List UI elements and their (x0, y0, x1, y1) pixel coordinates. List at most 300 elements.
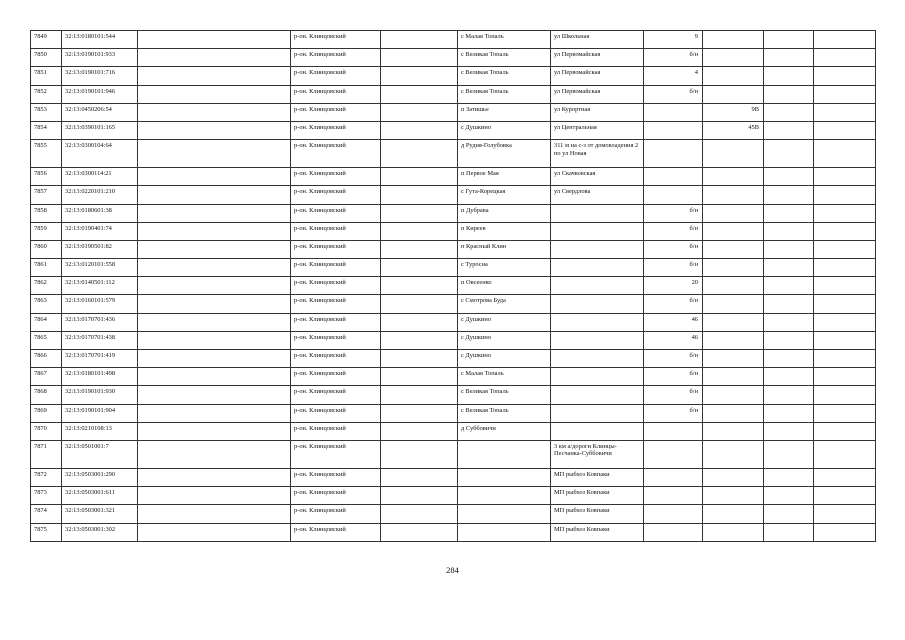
cell-cad: 32:13:0190101:930 (62, 386, 138, 404)
cell-district: р-он. Клинцовский (291, 331, 381, 349)
cell-cad: 32:13:0190101:946 (62, 85, 138, 103)
cell-empty (381, 368, 458, 386)
cell-house: 46 (644, 313, 703, 331)
table-row (31, 67, 876, 85)
cell-district: р-он. Клинцовский (291, 277, 381, 295)
cell-house: 4 (644, 67, 703, 85)
cell-house: б/н (644, 404, 703, 422)
cell-empty (381, 523, 458, 541)
cell-district: р-он. Клинцовский (291, 487, 381, 505)
cell-district: р-он. Клинцовский (291, 350, 381, 368)
cell-district: р-он. Клинцовский (291, 67, 381, 85)
cell-empty (764, 277, 814, 295)
cell-id: 7870 (31, 422, 62, 440)
cell-settlement: п Затишье (458, 103, 551, 121)
cell-street (551, 386, 644, 404)
table-row (31, 103, 876, 121)
cell-street (551, 259, 644, 277)
cell-house2 (703, 440, 764, 468)
cell-empty (764, 204, 814, 222)
cell-street (551, 350, 644, 368)
cell-settlement: с Великая Топаль (458, 386, 551, 404)
cell-district: р-он. Клинцовский (291, 168, 381, 186)
cell-house2 (703, 386, 764, 404)
cell-empty (814, 204, 876, 222)
cell-house2 (703, 168, 764, 186)
cell-street: 3 км а/дороги Клинцы-Песчанка-Суббовичи (551, 440, 644, 468)
cell-street (551, 368, 644, 386)
cell-empty (381, 295, 458, 313)
cell-house (644, 440, 703, 468)
cell-street: МП рыбхоз Ковпаки (551, 523, 644, 541)
cell-empty (764, 422, 814, 440)
cell-district: р-он. Клинцовский (291, 422, 381, 440)
cell-cad: 32:13:0160101:579 (62, 295, 138, 313)
cell-street (551, 277, 644, 295)
cell-id: 7850 (31, 49, 62, 67)
cell-house (644, 140, 703, 168)
table-row (31, 386, 876, 404)
cell-empty (138, 240, 291, 258)
cell-cad: 32:13:0170701:419 (62, 350, 138, 368)
cell-street: ул Свердлова (551, 186, 644, 204)
cell-id: 7854 (31, 121, 62, 139)
cell-id: 7871 (31, 440, 62, 468)
cell-house (644, 103, 703, 121)
cell-empty (381, 140, 458, 168)
cell-empty (814, 103, 876, 121)
cell-empty (814, 487, 876, 505)
cell-cad: 32:13:0450206:54 (62, 103, 138, 121)
cell-empty (138, 222, 291, 240)
table-row (31, 222, 876, 240)
cell-settlement: с Великая Топаль (458, 404, 551, 422)
cell-house: 20 (644, 277, 703, 295)
registry-table-sheet (30, 30, 875, 542)
cell-empty (381, 85, 458, 103)
cell-district: р-он. Клинцовский (291, 140, 381, 168)
cell-settlement (458, 505, 551, 523)
cell-house: б/н (644, 259, 703, 277)
cell-settlement: п Первое Мая (458, 168, 551, 186)
cell-settlement: д Суббовичи (458, 422, 551, 440)
cell-house: б/н (644, 368, 703, 386)
cell-id: 7851 (31, 67, 62, 85)
cell-empty (814, 505, 876, 523)
cell-empty (814, 259, 876, 277)
cell-street (551, 222, 644, 240)
cell-cad: 32:13:0190101:716 (62, 67, 138, 85)
cell-empty (138, 386, 291, 404)
cell-empty (138, 523, 291, 541)
cell-district: р-он. Клинцовский (291, 222, 381, 240)
cell-house2: 9В (703, 103, 764, 121)
cell-empty (764, 121, 814, 139)
cell-district: р-он. Клинцовский (291, 468, 381, 486)
table-row (31, 523, 876, 541)
cell-house (644, 422, 703, 440)
cell-empty (381, 331, 458, 349)
cell-street (551, 313, 644, 331)
cell-house (644, 505, 703, 523)
cell-empty (381, 204, 458, 222)
cell-cad: 32:13:0140501:112 (62, 277, 138, 295)
cell-empty (138, 422, 291, 440)
cell-district: р-он. Клинцовский (291, 186, 381, 204)
cell-empty (381, 440, 458, 468)
cell-empty (764, 331, 814, 349)
registry-table (30, 30, 876, 542)
cell-settlement: с Великая Топаль (458, 49, 551, 67)
cell-street: ул Скачковская (551, 168, 644, 186)
cell-street (551, 422, 644, 440)
cell-id: 7856 (31, 168, 62, 186)
cell-district: р-он. Клинцовский (291, 440, 381, 468)
cell-empty (381, 103, 458, 121)
cell-id: 7869 (31, 404, 62, 422)
cell-district: р-он. Клинцовский (291, 31, 381, 49)
cell-id: 7852 (31, 85, 62, 103)
cell-empty (381, 168, 458, 186)
cell-empty (138, 140, 291, 168)
cell-settlement (458, 523, 551, 541)
cell-empty (814, 422, 876, 440)
cell-empty (764, 31, 814, 49)
cell-empty (764, 295, 814, 313)
cell-cad: 32:13:0190101:933 (62, 49, 138, 67)
cell-empty (381, 259, 458, 277)
cell-id: 7863 (31, 295, 62, 313)
cell-settlement: п Киреев (458, 222, 551, 240)
cell-empty (381, 404, 458, 422)
cell-cad: 32:13:0501001:7 (62, 440, 138, 468)
table-row (31, 404, 876, 422)
cell-empty (814, 31, 876, 49)
cell-empty (381, 487, 458, 505)
cell-empty (814, 331, 876, 349)
cell-street: МП рыбхоз Ковпаки (551, 468, 644, 486)
cell-settlement (458, 468, 551, 486)
cell-empty (814, 468, 876, 486)
cell-empty (764, 386, 814, 404)
cell-empty (381, 67, 458, 85)
cell-district: р-он. Клинцовский (291, 49, 381, 67)
cell-house2 (703, 204, 764, 222)
cell-street: ул Первомайская (551, 49, 644, 67)
cell-settlement: п Дубрава (458, 204, 551, 222)
cell-district: р-он. Клинцовский (291, 204, 381, 222)
cell-id: 7873 (31, 487, 62, 505)
cell-empty (138, 204, 291, 222)
cell-empty (764, 368, 814, 386)
cell-empty (138, 259, 291, 277)
cell-cad: 32:13:0190101:904 (62, 404, 138, 422)
cell-id: 7862 (31, 277, 62, 295)
cell-house2 (703, 67, 764, 85)
cell-street (551, 240, 644, 258)
cell-district: р-он. Клинцовский (291, 121, 381, 139)
cell-empty (381, 386, 458, 404)
cell-empty (814, 295, 876, 313)
cell-settlement: с Гута-Корецкая (458, 186, 551, 204)
cell-empty (764, 505, 814, 523)
cell-empty (764, 487, 814, 505)
cell-house: б/н (644, 350, 703, 368)
cell-id: 7868 (31, 386, 62, 404)
cell-empty (381, 31, 458, 49)
table-row (31, 186, 876, 204)
table-row (31, 49, 876, 67)
cell-house2 (703, 487, 764, 505)
cell-cad: 32:13:0170701:438 (62, 331, 138, 349)
cell-empty (814, 140, 876, 168)
cell-id: 7867 (31, 368, 62, 386)
cell-empty (381, 422, 458, 440)
cell-empty (381, 277, 458, 295)
cell-empty (764, 468, 814, 486)
cell-empty (814, 222, 876, 240)
cell-district: р-он. Клинцовский (291, 386, 381, 404)
cell-street: ул Первомайская (551, 67, 644, 85)
cell-house: 9 (644, 31, 703, 49)
table-row (31, 277, 876, 295)
cell-house2 (703, 277, 764, 295)
cell-street: ул Курортная (551, 103, 644, 121)
table-row (31, 350, 876, 368)
cell-street: ул Первомайская (551, 85, 644, 103)
cell-house: б/н (644, 85, 703, 103)
cell-house2 (703, 140, 764, 168)
cell-empty (814, 386, 876, 404)
cell-empty (814, 404, 876, 422)
cell-district: р-он. Клинцовский (291, 313, 381, 331)
cell-id: 7858 (31, 204, 62, 222)
cell-cad: 32:13:0220101:210 (62, 186, 138, 204)
cell-settlement: с Великая Топаль (458, 85, 551, 103)
cell-cad: 32:13:0300114:21 (62, 168, 138, 186)
cell-settlement: с Душкино (458, 313, 551, 331)
cell-cad: 32:13:0210108:13 (62, 422, 138, 440)
cell-house2 (703, 368, 764, 386)
cell-empty (138, 487, 291, 505)
cell-district: р-он. Клинцовский (291, 404, 381, 422)
cell-id: 7853 (31, 103, 62, 121)
cell-house (644, 487, 703, 505)
cell-empty (764, 103, 814, 121)
cell-empty (381, 121, 458, 139)
cell-house2 (703, 259, 764, 277)
cell-house2 (703, 422, 764, 440)
cell-id: 7864 (31, 313, 62, 331)
cell-district: р-он. Клинцовский (291, 505, 381, 523)
table-row (31, 31, 876, 49)
table-row (31, 295, 876, 313)
cell-empty (764, 186, 814, 204)
cell-empty (764, 222, 814, 240)
cell-empty (138, 440, 291, 468)
cell-empty (764, 240, 814, 258)
cell-settlement: с Туросна (458, 259, 551, 277)
cell-settlement: с Душкино (458, 331, 551, 349)
cell-id: 7872 (31, 468, 62, 486)
cell-house (644, 168, 703, 186)
cell-cad: 32:13:0120101:558 (62, 259, 138, 277)
cell-empty (138, 468, 291, 486)
cell-street (551, 295, 644, 313)
cell-district: р-он. Клинцовский (291, 523, 381, 541)
cell-empty (381, 505, 458, 523)
cell-empty (381, 240, 458, 258)
cell-empty (138, 103, 291, 121)
cell-empty (814, 121, 876, 139)
cell-empty (138, 85, 291, 103)
cell-cad: 32:13:0180601:38 (62, 204, 138, 222)
table-row (31, 468, 876, 486)
cell-id: 7860 (31, 240, 62, 258)
cell-house: 46 (644, 331, 703, 349)
cell-house2 (703, 240, 764, 258)
cell-id: 7861 (31, 259, 62, 277)
cell-empty (764, 259, 814, 277)
cell-empty (764, 168, 814, 186)
cell-street: ул Школьная (551, 31, 644, 49)
cell-cad: 32:13:0503001:290 (62, 468, 138, 486)
cell-house2 (703, 295, 764, 313)
cell-house: б/н (644, 386, 703, 404)
cell-empty (381, 186, 458, 204)
cell-empty (138, 168, 291, 186)
cell-empty (814, 523, 876, 541)
cell-id: 7857 (31, 186, 62, 204)
cell-empty (138, 186, 291, 204)
cell-cad: 32:13:0390101:165 (62, 121, 138, 139)
cell-empty (814, 277, 876, 295)
cell-house: б/н (644, 240, 703, 258)
cell-street: МП рыбхоз Ковпаки (551, 487, 644, 505)
cell-empty (138, 350, 291, 368)
cell-empty (764, 350, 814, 368)
cell-empty (814, 240, 876, 258)
cell-settlement: с Малая Топаль (458, 31, 551, 49)
cell-house: б/н (644, 222, 703, 240)
cell-empty (138, 67, 291, 85)
cell-house2 (703, 186, 764, 204)
cell-settlement: п Овсеенко (458, 277, 551, 295)
table-row (31, 331, 876, 349)
cell-house2 (703, 523, 764, 541)
cell-id: 7874 (31, 505, 62, 523)
cell-settlement (458, 440, 551, 468)
cell-district: р-он. Клинцовский (291, 259, 381, 277)
cell-house: б/н (644, 204, 703, 222)
cell-house2 (703, 31, 764, 49)
cell-cad: 32:13:0180101:544 (62, 31, 138, 49)
table-row (31, 85, 876, 103)
cell-empty (764, 140, 814, 168)
cell-empty (138, 404, 291, 422)
table-row (31, 313, 876, 331)
cell-street (551, 404, 644, 422)
cell-id: 7875 (31, 523, 62, 541)
cell-empty (138, 295, 291, 313)
cell-empty (138, 31, 291, 49)
cell-empty (138, 331, 291, 349)
cell-empty (814, 440, 876, 468)
table-row (31, 140, 876, 168)
cell-district: р-он. Клинцовский (291, 295, 381, 313)
cell-street (551, 331, 644, 349)
cell-district: р-он. Клинцовский (291, 240, 381, 258)
table-row (31, 422, 876, 440)
cell-settlement: с Великая Топаль (458, 67, 551, 85)
cell-settlement: с Душкино (458, 350, 551, 368)
cell-district: р-он. Клинцовский (291, 85, 381, 103)
cell-cad: 32:13:0503001:611 (62, 487, 138, 505)
cell-empty (764, 49, 814, 67)
cell-cad: 32:13:0190501:82 (62, 240, 138, 258)
cell-empty (814, 350, 876, 368)
cell-empty (381, 468, 458, 486)
cell-house2 (703, 331, 764, 349)
cell-empty (764, 404, 814, 422)
table-row (31, 168, 876, 186)
table-row (31, 368, 876, 386)
table-row (31, 121, 876, 139)
cell-empty (138, 368, 291, 386)
cell-house2: 45В (703, 121, 764, 139)
cell-empty (138, 277, 291, 295)
cell-street: ул Центральная (551, 121, 644, 139)
cell-house: б/н (644, 49, 703, 67)
cell-street (551, 204, 644, 222)
table-row (31, 440, 876, 468)
cell-house2 (703, 350, 764, 368)
cell-empty (764, 85, 814, 103)
cell-empty (381, 222, 458, 240)
cell-empty (381, 313, 458, 331)
cell-settlement: п Красный Клин (458, 240, 551, 258)
cell-empty (814, 85, 876, 103)
cell-empty (814, 368, 876, 386)
cell-cad: 32:13:0180101:498 (62, 368, 138, 386)
cell-house2 (703, 313, 764, 331)
cell-empty (764, 313, 814, 331)
cell-empty (138, 49, 291, 67)
cell-cad: 32:13:0503001:302 (62, 523, 138, 541)
cell-house2 (703, 468, 764, 486)
cell-street: 311 м на с-з от домовладения 2 по ул Новая (551, 140, 644, 168)
cell-empty (138, 505, 291, 523)
cell-cad: 32:13:0170701:436 (62, 313, 138, 331)
cell-empty (764, 523, 814, 541)
cell-empty (814, 67, 876, 85)
table-body (31, 31, 876, 542)
table-row (31, 240, 876, 258)
cell-district: р-он. Клинцовский (291, 103, 381, 121)
cell-house2 (703, 404, 764, 422)
cell-house2 (703, 505, 764, 523)
cell-empty (764, 440, 814, 468)
cell-cad: 32:13:0190401:74 (62, 222, 138, 240)
cell-empty (814, 313, 876, 331)
cell-empty (814, 168, 876, 186)
cell-id: 7866 (31, 350, 62, 368)
cell-settlement: с Смотрова Буда (458, 295, 551, 313)
cell-settlement: с Душкино (458, 121, 551, 139)
cell-empty (138, 121, 291, 139)
page-number: 284 (446, 565, 459, 575)
cell-id: 7849 (31, 31, 62, 49)
